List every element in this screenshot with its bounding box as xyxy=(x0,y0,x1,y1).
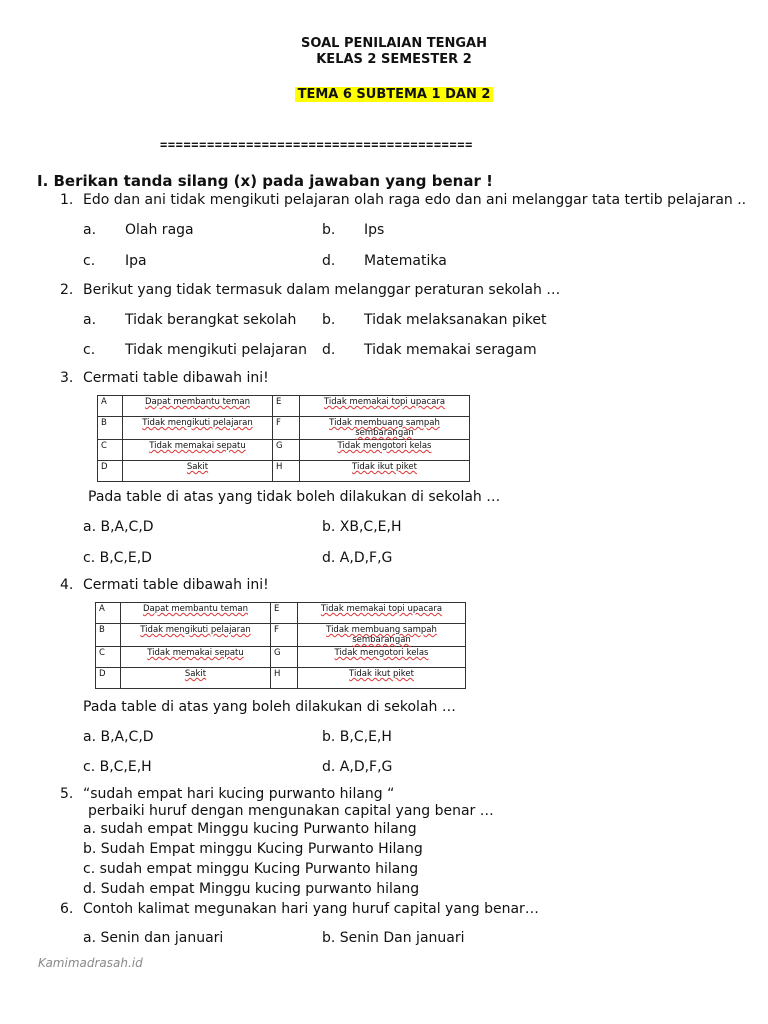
table-cell: H xyxy=(273,461,300,482)
q2-option-d-letter[interactable]: d. xyxy=(322,342,336,358)
table-cell xyxy=(123,440,273,461)
table-cell-text: Tidak memakai sepatu xyxy=(147,648,244,658)
q2-option-c[interactable]: Tidak mengikuti pelajaran xyxy=(125,342,307,358)
table-cell: F xyxy=(273,417,300,440)
q2-option-b[interactable]: Tidak melaksanakan piket xyxy=(364,312,547,328)
table-cell xyxy=(121,624,271,647)
q2-option-a-letter[interactable]: a. xyxy=(83,312,97,328)
table-cell-text: Sakit xyxy=(184,669,207,679)
q5-option-d[interactable]: d. Sudah empat Minggu kucing purwanto hilang xyxy=(83,881,420,897)
table-cell-text: Tidak mengikuti pelajaran xyxy=(142,418,253,428)
table-cell xyxy=(298,624,466,647)
table-cell-text: Tidak membuang sampah sembarangan xyxy=(326,625,437,645)
q6-option-b[interactable]: b. Senin Dan januari xyxy=(322,930,465,946)
q5-option-a[interactable]: a. sudah empat Minggu kucing Purwanto hilang xyxy=(83,821,417,837)
q1-option-c[interactable]: Ipa xyxy=(125,253,147,269)
q3-followup: Pada table di atas yang tidak boleh dilakukan di sekolah … xyxy=(88,489,501,505)
table-cell-text: Tidak membuang sampah sembarangan xyxy=(329,418,440,438)
q4-followup: Pada table di atas yang boleh dilakukan di sekolah … xyxy=(83,699,456,715)
q4-table xyxy=(95,602,466,689)
table-row xyxy=(98,440,470,461)
q2-option-c-letter[interactable]: c. xyxy=(83,342,96,358)
table-row xyxy=(98,396,470,417)
q6-text: Contoh kalimat megunakan hari yang huruf capital yang benar… xyxy=(83,901,539,917)
table-cell: C xyxy=(98,440,123,461)
q3-number: 3. xyxy=(60,370,74,386)
q4-option-c[interactable]: c. B,C,E,H xyxy=(83,759,152,775)
q4-text: Cermati table dibawah ini! xyxy=(83,577,269,593)
table-cell xyxy=(123,461,273,482)
table-cell-text: Dapat membantu teman xyxy=(144,397,251,407)
q3-option-b[interactable]: b. XB,C,E,H xyxy=(322,519,402,535)
q1-option-d[interactable]: Matematika xyxy=(364,253,447,269)
table-cell: E xyxy=(273,396,300,417)
table-cell: G xyxy=(271,647,298,668)
section-title: I. Berikan tanda silang (x) pada jawaban yang benar ! xyxy=(37,172,493,190)
tema-highlight: TEMA 6 SUBTEMA 1 DAN 2 xyxy=(295,87,494,102)
table-cell: B xyxy=(96,624,121,647)
table-cell xyxy=(298,647,466,668)
q3-table xyxy=(97,395,470,482)
q4-option-d[interactable]: d. A,D,F,G xyxy=(322,759,393,775)
table-cell xyxy=(298,603,466,624)
q1-option-c-letter[interactable]: c. xyxy=(83,253,96,269)
q2-text: Berikut yang tidak termasuk dalam melanggar peraturan sekolah … xyxy=(83,282,561,298)
table-cell: D xyxy=(98,461,123,482)
table-cell: H xyxy=(271,668,298,689)
q2-option-d[interactable]: Tidak memakai seragam xyxy=(364,342,537,358)
q3-option-a[interactable]: a. B,A,C,D xyxy=(83,519,154,535)
q1-text: Edo dan ani tidak mengikuti pelajaran olah raga edo dan ani melanggar tata tertib pelajaran .. xyxy=(83,192,747,208)
q2-number: 2. xyxy=(60,282,74,298)
table-cell: A xyxy=(96,603,121,624)
q5-instruction: perbaiki huruf dengan mengunakan capital yang benar … xyxy=(88,803,494,819)
table-row xyxy=(98,417,470,440)
q4-option-b[interactable]: b. B,C,E,H xyxy=(322,729,392,745)
table-cell xyxy=(121,603,271,624)
q4-option-a[interactable]: a. B,A,C,D xyxy=(83,729,154,745)
table-row xyxy=(98,461,470,482)
table-cell: F xyxy=(271,624,298,647)
table-cell: A xyxy=(98,396,123,417)
q3-option-d[interactable]: d. A,D,F,G xyxy=(322,550,393,566)
table-row xyxy=(96,603,466,624)
q6-option-a[interactable]: a. Senin dan januari xyxy=(83,930,224,946)
table-cell xyxy=(123,396,273,417)
q1-option-b[interactable]: Ips xyxy=(364,222,385,238)
q4-number: 4. xyxy=(60,577,74,593)
table-cell xyxy=(123,417,273,440)
table-row xyxy=(96,647,466,668)
table-cell-text: Tidak memakai topi upacara xyxy=(320,604,443,614)
doc-title: SOAL PENILAIAN TENGAH xyxy=(301,36,487,51)
q1-option-d-letter[interactable]: d. xyxy=(322,253,336,269)
q2-option-b-letter[interactable]: b. xyxy=(322,312,336,328)
table-cell-text: Tidak ikut piket xyxy=(352,462,417,472)
table-cell: C xyxy=(96,647,121,668)
q5-option-b[interactable]: b. Sudah Empat minggu Kucing Purwanto Hilang xyxy=(83,841,423,857)
table-cell: E xyxy=(271,603,298,624)
doc-subtitle: KELAS 2 SEMESTER 2 xyxy=(316,52,472,67)
q1-option-a[interactable]: Olah raga xyxy=(125,222,194,238)
q3-option-c[interactable]: c. B,C,E,D xyxy=(83,550,152,566)
q5-option-c[interactable]: c. sudah empat minggu Kucing Purwanto hilang xyxy=(83,861,419,877)
table-cell-text: Tidak memakai sepatu xyxy=(149,441,246,451)
q5-number: 5. xyxy=(60,786,74,802)
table-cell-text: Tidak mengotori kelas xyxy=(337,441,432,451)
q5-text: “sudah empat hari kucing purwanto hilang “ xyxy=(83,786,395,802)
table-cell-text: Tidak memakai topi upacara xyxy=(323,397,446,407)
table-cell-text: Tidak mengikuti pelajaran xyxy=(140,625,251,635)
separator-line: ======================================== xyxy=(160,138,473,152)
table-row xyxy=(96,624,466,647)
q1-option-b-letter[interactable]: b. xyxy=(322,222,336,238)
table-cell: G xyxy=(273,440,300,461)
table-cell xyxy=(300,461,470,482)
table-cell-text: Dapat membantu teman xyxy=(142,604,249,614)
table-cell xyxy=(121,668,271,689)
table-cell xyxy=(300,417,470,440)
tema-heading xyxy=(0,87,768,102)
table-cell: D xyxy=(96,668,121,689)
q3-text: Cermati table dibawah ini! xyxy=(83,370,269,386)
q1-option-a-letter[interactable]: a. xyxy=(83,222,97,238)
table-cell-text: Tidak ikut piket xyxy=(349,669,414,679)
table-cell xyxy=(300,396,470,417)
watermark: Kamimadrasah.id xyxy=(38,956,143,970)
table-cell xyxy=(298,668,466,689)
table-cell xyxy=(300,440,470,461)
q6-number: 6. xyxy=(60,901,74,917)
q1-number: 1. xyxy=(60,192,74,208)
q2-option-a[interactable]: Tidak berangkat sekolah xyxy=(125,312,297,328)
table-cell xyxy=(121,647,271,668)
table-row xyxy=(96,668,466,689)
table-cell-text: Sakit xyxy=(186,462,209,472)
table-cell-text: Tidak mengotori kelas xyxy=(334,648,429,658)
table-cell: B xyxy=(98,417,123,440)
